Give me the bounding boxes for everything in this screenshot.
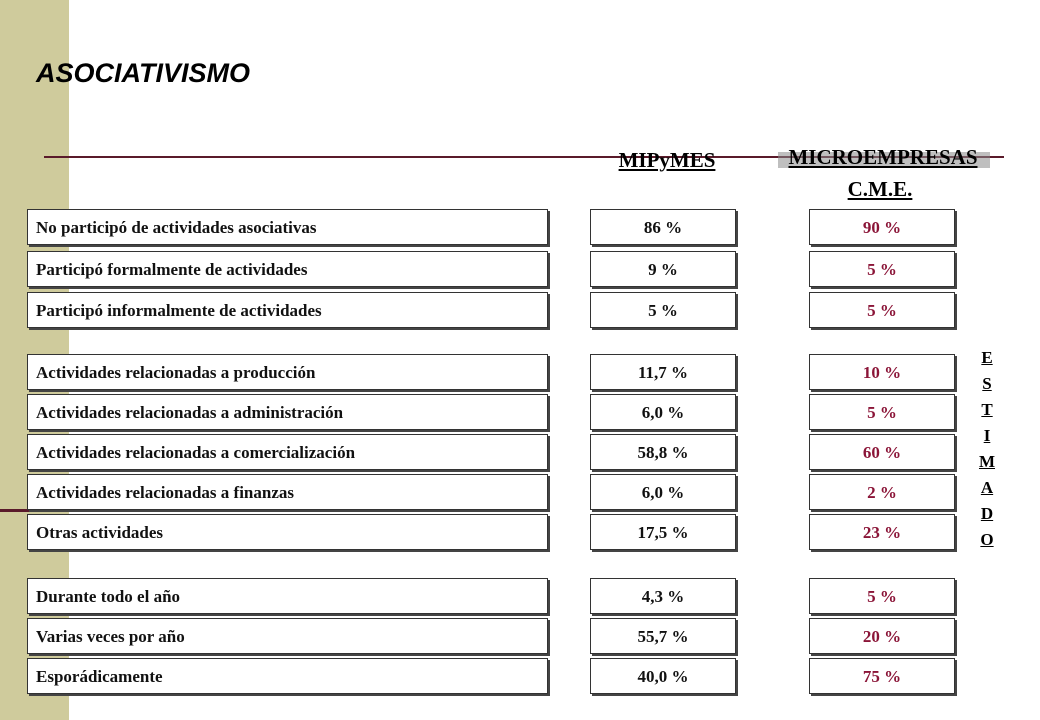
row-label: Varias veces por año (27, 618, 548, 654)
row-label: Participó formalmente de actividades (27, 251, 548, 287)
page-title: ASOCIATIVISMO (36, 58, 251, 88)
row-label: Actividades relacionadas a comercialización (27, 434, 548, 470)
column-header-microempresas: MICROEMPRESAS (788, 145, 978, 169)
row-label: Actividades relacionadas a administración (27, 394, 548, 430)
row-label: Participó informalmente de actividades (27, 292, 548, 328)
row-value-micro: 60 % (809, 434, 955, 470)
estimado-letter: T (981, 400, 993, 419)
row-value-mipymes: 58,8 % (590, 434, 736, 470)
estimado-letter: E (981, 348, 993, 367)
row-value-micro: 75 % (809, 658, 955, 694)
row-label: Actividades relacionadas a producción (27, 354, 548, 390)
row-value-mipymes: 17,5 % (590, 514, 736, 550)
row-label: Esporádicamente (27, 658, 548, 694)
row-value-micro: 5 % (809, 578, 955, 614)
row-value-mipymes: 6,0 % (590, 394, 736, 430)
row-value-micro: 5 % (809, 251, 955, 287)
row-value-mipymes: 4,3 % (590, 578, 736, 614)
row-value-mipymes: 40,0 % (590, 658, 736, 694)
row-label: Actividades relacionadas a finanzas (27, 474, 548, 510)
row-label: Otras actividades (27, 514, 548, 550)
row-value-mipymes: 6,0 % (590, 474, 736, 510)
row-label: Durante todo el año (27, 578, 548, 614)
estimado-letter: S (982, 374, 992, 393)
row-value-micro: 2 % (809, 474, 955, 510)
row-value-micro: 10 % (809, 354, 955, 390)
estimado-vertical-label (972, 345, 1002, 553)
estimado-letter: A (980, 478, 994, 497)
column-header-mipymes: MIPyMES (618, 148, 716, 172)
row-value-micro: 23 % (809, 514, 955, 550)
estimado-letter: O (980, 530, 994, 549)
row-value-micro: 5 % (809, 394, 955, 430)
row-value-micro: 5 % (809, 292, 955, 328)
row-value-mipymes: 11,7 % (590, 354, 736, 390)
row-value-micro: 90 % (809, 209, 955, 245)
row-value-mipymes: 86 % (590, 209, 736, 245)
row-value-micro: 20 % (809, 618, 955, 654)
estimado-letter: D (980, 504, 994, 523)
row-value-mipymes: 5 % (590, 292, 736, 328)
row-label: No participó de actividades asociativas (27, 209, 548, 245)
estimado-letter: I (983, 426, 991, 445)
row-value-mipymes: 9 % (590, 251, 736, 287)
estimado-letter: M (978, 452, 996, 471)
column-header-cme: C.M.E. (847, 177, 913, 201)
row-value-mipymes: 55,7 % (590, 618, 736, 654)
